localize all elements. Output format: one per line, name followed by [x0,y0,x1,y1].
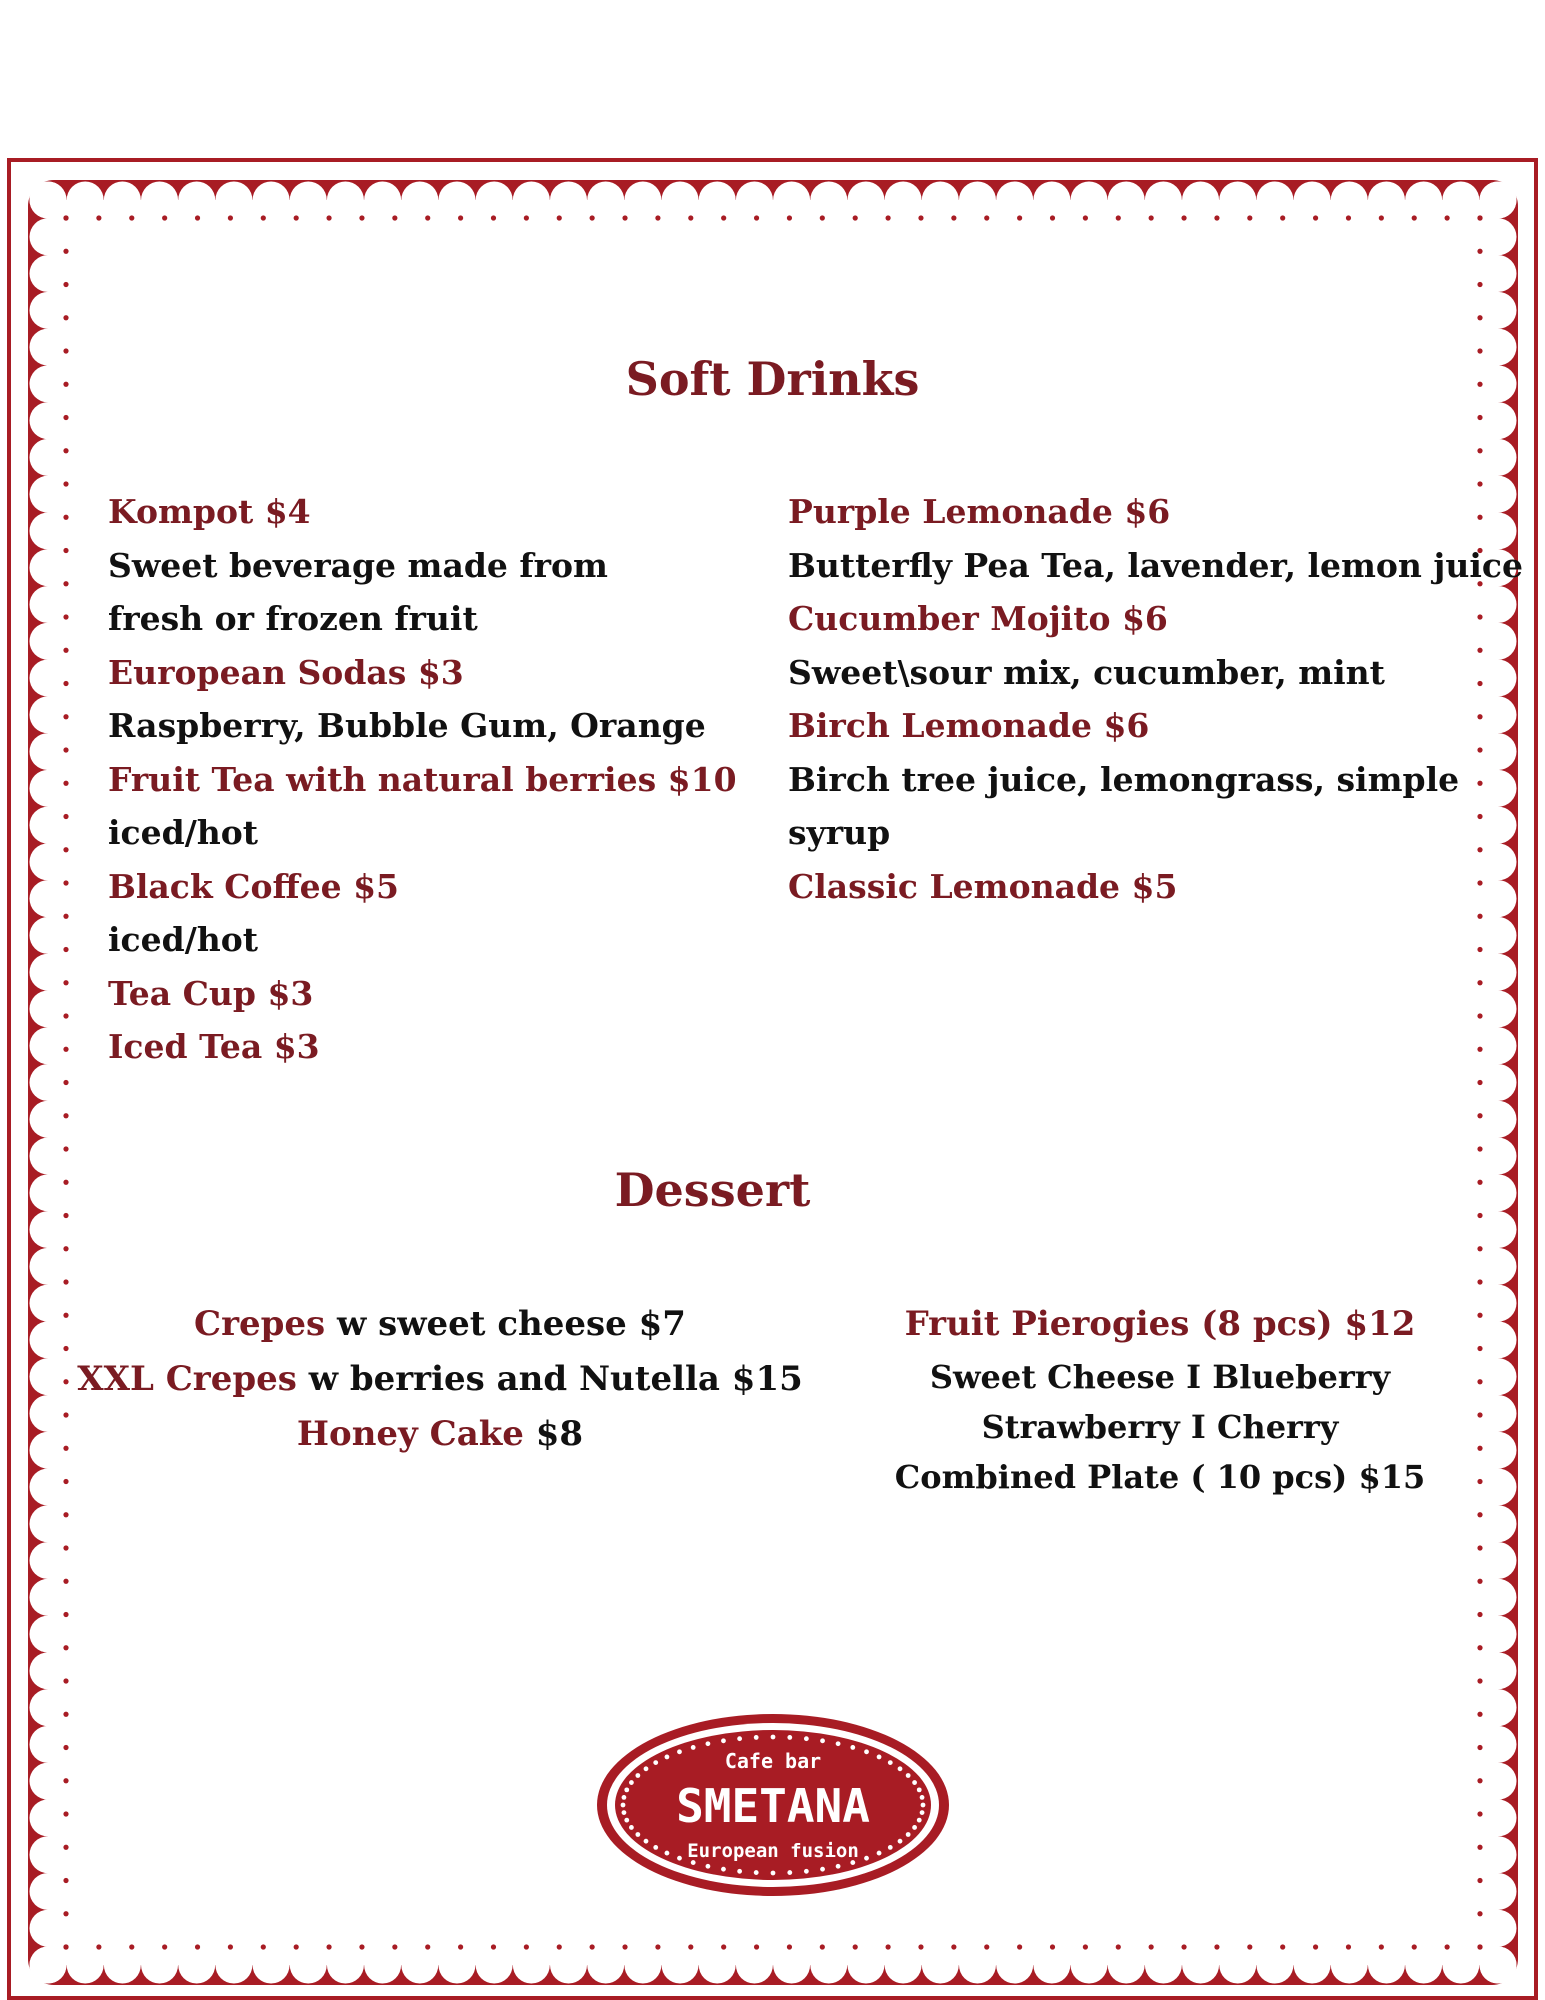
border-dot [392,1944,397,1949]
border-dot [1445,1944,1450,1949]
border-dot [1116,215,1121,220]
border-dot [1477,1512,1482,1517]
border-dot [1247,1944,1252,1949]
border-dot [1149,215,1154,220]
border-dot [1477,1379,1482,1384]
border-dot [1477,1545,1482,1550]
border-dot [853,215,858,220]
border-dot [63,814,68,819]
border-dot [622,1944,627,1949]
border-dot [688,215,693,220]
border-dot [1181,1944,1186,1949]
border-dot [162,215,167,220]
border-dot [1477,1279,1482,1284]
border-dot [63,1778,68,1783]
logo-dot [644,1839,649,1844]
logo-dot [677,1856,682,1861]
border-dot [63,215,68,220]
logo-dot [665,1851,670,1856]
border-dot [228,215,233,220]
logo-dot [644,1766,649,1771]
logo-dot [622,1810,627,1815]
border-dot [655,215,660,220]
border-dot [63,1246,68,1251]
logo-dot [912,1825,917,1830]
border-dot [63,1878,68,1883]
logo-dot [635,1832,640,1837]
border-dot [63,415,68,420]
menu-item-description: Sweet beverage made from [108,545,608,585]
border-dot [721,1944,726,1949]
border-dot [1477,1113,1482,1118]
border-dot [918,215,923,220]
menu-item-name: Kompot $4 [108,492,311,531]
border-dot [1477,1878,1482,1883]
border-dot [63,880,68,885]
border-dot [1379,1944,1384,1949]
border-dot [1477,1313,1482,1318]
border-dot [63,914,68,919]
border-dot [1181,215,1186,220]
dessert-title: Dessert [614,1163,811,1217]
border-dot [63,980,68,985]
logo-dot [912,1780,917,1785]
logo-dot [754,1735,759,1740]
soft-drinks-left-column [108,485,737,1074]
border-dot [1477,1080,1482,1085]
logo-dot [635,1773,640,1778]
border-dot [1214,215,1219,220]
border-dot [326,215,331,220]
border-dot [425,1944,430,1949]
border-dot [557,215,562,220]
border-dot [261,1944,266,1949]
border-dot [590,215,595,220]
border-dot [1477,980,1482,985]
border-dot [557,1944,562,1949]
border-dot [63,481,68,486]
border-dot [1083,215,1088,220]
logo-dot [629,1780,634,1785]
dessert-item [70,1297,810,1352]
logo-dot [653,1845,658,1850]
logo-dot [665,1755,670,1760]
logo-dot [624,1787,629,1792]
dessert-item-detail: $8 [523,1414,584,1454]
dessert-item-name: Crepes [194,1304,326,1344]
border-dot [984,215,989,220]
logo-dot [706,1741,711,1746]
border-dot [63,1911,68,1916]
logo-dot [721,1867,726,1872]
menu-item-name: Black Coffee $5 [108,866,400,906]
border-dot [63,847,68,852]
border-dot [1477,1146,1482,1151]
border-dot [1050,1944,1055,1949]
logo-dot [850,1745,855,1750]
logo-dot [706,1864,711,1869]
border-dot [195,215,200,220]
logo-dot [906,1773,911,1778]
border-dot [1017,215,1022,220]
logo-dot [920,1795,925,1800]
border-dot [63,249,68,254]
menu-item-description: Birch tree juice, lemongrass, simple [788,759,1460,799]
soft-drinks-title: Soft Drinks [625,352,920,406]
logo-dot [888,1760,893,1765]
border-dot [63,548,68,553]
border-dot [63,681,68,686]
border-dot [63,1545,68,1550]
border-dot [63,1811,68,1816]
border-dot [195,1944,200,1949]
dessert-left-column [70,1297,810,1462]
border-dot [1477,249,1482,254]
border-dot [294,1944,299,1949]
border-dot [1477,1778,1482,1783]
border-dot [820,1944,825,1949]
border-dot [1149,1944,1154,1949]
border-dot [63,1512,68,1517]
logo-dot [629,1825,634,1830]
logo-dot [737,1869,742,1874]
frame-inner-fill [52,204,1494,1961]
menu-item-description: iced/hot [108,920,258,959]
logo-dot [691,1745,696,1750]
logo-dot [906,1832,911,1837]
logo-dot [888,1845,893,1850]
border-dot [1477,1047,1482,1052]
border-dot [1412,1944,1417,1949]
border-dot [458,1944,463,1949]
logo-dot [898,1839,903,1844]
logo-dot [820,1738,825,1743]
logo-bottom-text: European fusion [687,1840,859,1862]
border-dot [524,1944,529,1949]
logo-dot [864,1749,869,1754]
menu-item-description: iced/hot [108,813,258,852]
border-dot [655,1944,660,1949]
menu-item-description: Butterfly Pea Tea, lavender, lemon juice [788,545,1523,585]
border-dot [1477,1911,1482,1916]
logo-dot [771,1735,776,1740]
border-dot [951,215,956,220]
logo-dot [622,1795,627,1800]
logo-dot [624,1818,629,1823]
border-dot [1477,415,1482,420]
border-dot [63,648,68,653]
border-dot [63,1279,68,1284]
border-dot [1313,215,1318,220]
border-dot [1477,1678,1482,1683]
menu-item-description: Sweet\sour mix, cucumber, mint [788,652,1385,692]
border-dot [63,781,68,786]
logo-dot [836,1741,841,1746]
border-dot [787,215,792,220]
menu-item-description: Raspberry, Bubble Gum, Orange [108,706,706,745]
border-dot [326,1944,331,1949]
border-dot [129,1944,134,1949]
logo-dot [836,1864,841,1869]
pierogies-line: Sweet Cheese I Blueberry [929,1358,1391,1396]
border-dot [1477,1745,1482,1750]
border-dot [96,1944,101,1949]
border-dot [951,1944,956,1949]
border-dot [1477,1412,1482,1417]
border-dot [63,448,68,453]
border-dot [63,614,68,619]
menu-item-name: Fruit Tea with natural berries $10 [108,759,737,799]
border-dot [1412,215,1417,220]
border-dot [1477,1246,1482,1251]
dessert-item-detail: w berries and Nutella $15 [296,1359,803,1399]
logo-dot [804,1869,809,1874]
border-dot [1477,448,1482,453]
border-dot [1477,1013,1482,1018]
border-dot [63,1080,68,1085]
border-dot [228,1944,233,1949]
border-dot [820,215,825,220]
border-dot [918,1944,923,1949]
border-dot [1379,215,1384,220]
logo-dot [820,1867,825,1872]
logo-dot [917,1818,922,1823]
logo-top-text: Cafe bar [724,1749,822,1773]
border-dot [787,1944,792,1949]
border-dot [63,1944,68,1949]
border-dot [63,1845,68,1850]
border-dot [721,215,726,220]
border-dot [1477,1479,1482,1484]
border-dot [1477,1579,1482,1584]
logo-dot [787,1870,792,1875]
border-dot [129,215,134,220]
border-dot [359,215,364,220]
dessert-item-name: Honey Cake [296,1414,524,1454]
border-dot [63,1412,68,1417]
border-dot [1477,1811,1482,1816]
menu-item-name: Tea Cup $3 [108,973,314,1013]
logo-dot [921,1803,926,1808]
border-dot [1477,1612,1482,1617]
border-dot [853,1944,858,1949]
border-dot [1346,215,1351,220]
menu-item-description: fresh or frozen fruit [108,599,478,638]
logo-dot [898,1766,903,1771]
border-dot [63,1446,68,1451]
border-dot [885,215,890,220]
border-dot [622,215,627,220]
border-dot [1280,1944,1285,1949]
logo-dot [621,1803,626,1808]
border-dot [63,1313,68,1318]
border-dot [1346,1944,1351,1949]
border-dot [754,215,759,220]
border-dot [688,1944,693,1949]
pierogies-line: Strawberry I Cherry [981,1408,1339,1446]
border-dot [1477,282,1482,287]
border-dot [359,1944,364,1949]
border-dot [1313,1944,1318,1949]
logo-dot [754,1870,759,1875]
border-dot [1445,215,1450,220]
border-dot [1247,215,1252,220]
border-dot [1280,215,1285,220]
border-dot [1477,947,1482,952]
border-dot [63,1678,68,1683]
border-dot [294,215,299,220]
dessert-item [70,1352,810,1407]
border-dot [63,1712,68,1717]
logo-dot [653,1760,658,1765]
logo-dot [771,1871,776,1876]
menu-item-description: syrup [788,813,891,852]
border-dot [162,1944,167,1949]
smetana-logo [593,1710,953,1900]
border-dot [96,215,101,220]
menu-item-name: Iced Tea $3 [108,1027,320,1066]
logo-dot [804,1736,809,1741]
soft-drinks-right-column [788,485,1523,913]
border-dot [524,215,529,220]
logo-dot [677,1749,682,1754]
menu-item-name: European Sodas $3 [108,652,464,692]
border-dot [1116,1944,1121,1949]
pierogies-title: Fruit Pierogies (8 pcs) $12 [904,1304,1416,1344]
border-dot [1477,1845,1482,1850]
border-dot [63,1745,68,1750]
dessert-item-name: XXL Crepes [77,1359,297,1399]
menu-item-name: Purple Lemonade $6 [788,492,1171,531]
dessert-right-column [880,1297,1440,1502]
border-dot [1050,215,1055,220]
menu-item-name: Cucumber Mojito $6 [788,599,1168,638]
menu-item-name: Classic Lemonade $5 [788,866,1178,906]
border-dot [63,714,68,719]
border-dot [261,215,266,220]
border-dot [63,515,68,520]
border-dot [1477,315,1482,320]
border-dot [63,581,68,586]
border-dot [754,1944,759,1949]
logo-dot [920,1810,925,1815]
logo-dot [737,1736,742,1741]
dessert-item-detail: w sweet cheese $7 [325,1304,686,1344]
border-dot [63,1146,68,1151]
border-dot [63,282,68,287]
border-dot [1477,215,1482,220]
border-dot [1477,1346,1482,1351]
border-dot [63,947,68,952]
border-dot [1477,1446,1482,1451]
logo-dot [787,1735,792,1740]
border-dot [63,1579,68,1584]
border-dot [1017,1944,1022,1949]
border-dot [1083,1944,1088,1949]
border-dot [63,747,68,752]
border-dot [392,215,397,220]
border-dot [590,1944,595,1949]
border-dot [1477,914,1482,919]
border-dot [63,1346,68,1351]
dessert-item [70,1407,810,1462]
border-dot [491,215,496,220]
border-dot [984,1944,989,1949]
logo-dot [864,1856,869,1861]
border-dot [63,1379,68,1384]
border-dot [63,1645,68,1650]
logo-dot [721,1738,726,1743]
border-dot [1214,1944,1219,1949]
menu-item-name: Birch Lemonade $6 [788,706,1150,745]
border-dot [425,215,430,220]
logo-dot [877,1851,882,1856]
logo-dot [877,1755,882,1760]
border-dot [491,1944,496,1949]
logo-name-text: SMETANA [676,1779,870,1833]
border-dot [63,1479,68,1484]
border-dot [1477,1712,1482,1717]
border-dot [885,1944,890,1949]
border-dot [63,1113,68,1118]
logo-dot [917,1787,922,1792]
border-dot [1477,1944,1482,1949]
border-dot [63,315,68,320]
border-dot [458,215,463,220]
border-dot [63,1047,68,1052]
pierogies-line: Combined Plate ( 10 pcs) $15 [894,1458,1426,1496]
border-dot [63,1612,68,1617]
border-dot [63,1013,68,1018]
border-dot [1477,1645,1482,1650]
